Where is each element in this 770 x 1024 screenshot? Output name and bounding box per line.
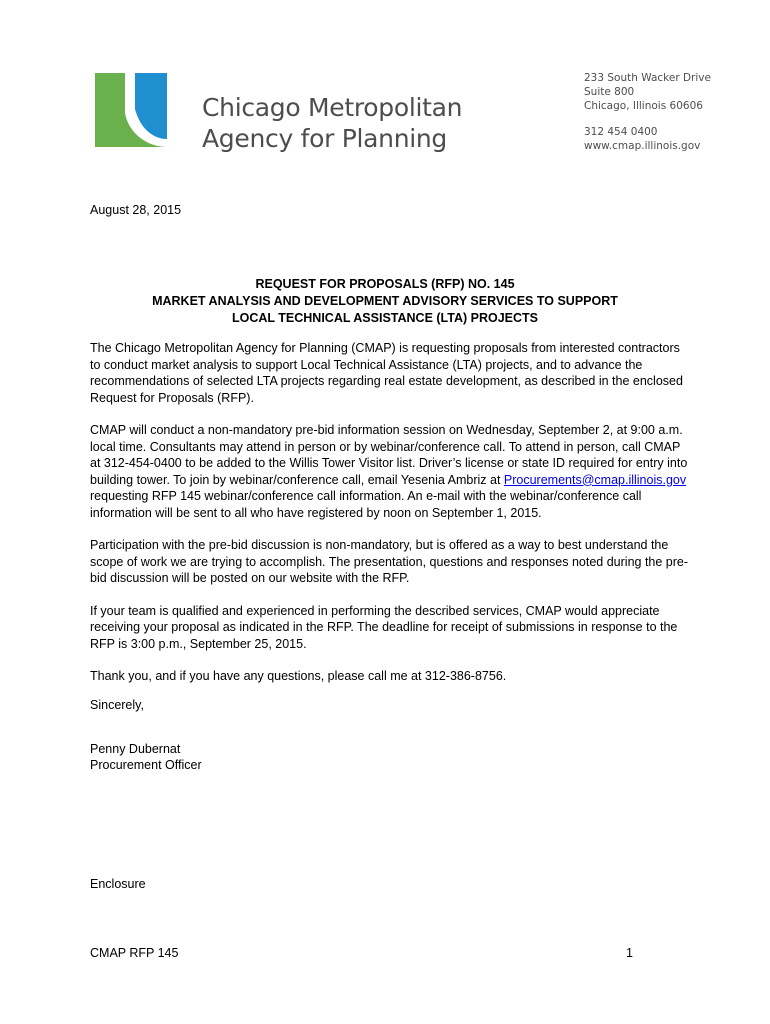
organization-name-line-1: Chicago Metropolitan bbox=[202, 93, 463, 122]
phone-number: 312 454 0400 bbox=[584, 126, 658, 138]
paragraph-intro: The Chicago Metropolitan Agency for Planning (CMAP) is requesting proposals from interested contractors to conduct market analysis to support Local Technical Assistance (LTA) projects, and to advance the recommendations of selected LTA projects regarding real estate development, as described in the enclosed Request for Proposals (RFP). bbox=[90, 341, 683, 405]
signer-name: Penny Dubernat bbox=[90, 742, 181, 756]
paragraph-participation: Participation with the pre-bid discussion is non-mandatory, but is offered as a way to best understand the scope of work we are trying to accomplish. The presentation, questions and responses noted during the pre-bid discussion will be posted on our website with the RFP. bbox=[90, 538, 689, 585]
paragraph-prebid-text-2: requesting RFP 145 webinar/conference call information. An e-mail with the webinar/conference call information will be sent to all who have registered by noon on September 1, 2015. bbox=[90, 489, 642, 520]
address-city: Chicago, Illinois 60606 bbox=[584, 100, 703, 112]
paragraph-prebid-session bbox=[90, 422, 690, 521]
cmap-logo-mark bbox=[95, 73, 167, 147]
closing-salutation: Sincerely, bbox=[90, 698, 144, 712]
paragraph-prebid-text-1: CMAP will conduct a non-mandatory pre-bid information session on Wednesday, September 2, at 9:00 a.m. local time. Consultants may attend in person or by webinar/conference call. To attend in person, call CMAP at 312-454-0400 to be added to the Willis Tower Visitor list. Driver’s license or state ID required for entry into building tower. To join by webinar/conference call, email Yesenia Ambriz at bbox=[90, 423, 688, 487]
rfp-title-line-1: REQUEST FOR PROPOSALS (RFP) NO. 145 bbox=[255, 277, 515, 291]
address-street: 233 South Wacker Drive bbox=[584, 72, 711, 84]
footer-page-number: 1 bbox=[626, 946, 633, 960]
organization-name bbox=[202, 92, 462, 154]
letter-date: August 28, 2015 bbox=[90, 203, 182, 217]
website-link[interactable]: www.cmap.illinois.gov bbox=[584, 140, 701, 152]
enclosure-note: Enclosure bbox=[90, 877, 146, 891]
rfp-title-line-3: LOCAL TECHNICAL ASSISTANCE (LTA) PROJECTS bbox=[231, 311, 539, 325]
footer-document-id: CMAP RFP 145 bbox=[90, 946, 179, 960]
procurement-email-link[interactable]: Procurements@cmap.illinois.gov bbox=[503, 472, 687, 487]
letterhead-address bbox=[584, 71, 711, 153]
letter-body bbox=[90, 340, 690, 701]
paragraph-thank-you: Thank you, and if you have any questions, please call me at 312-386-8756. bbox=[90, 669, 507, 683]
rfp-title-line-2: MARKET ANALYSIS AND DEVELOPMENT ADVISORY SERVICES TO SUPPORT bbox=[152, 294, 618, 308]
rfp-title bbox=[90, 276, 680, 327]
paragraph-deadline: If your team is qualified and experienced in performing the described services, CMAP would appreciate receiving your proposal as indicated in the RFP. The deadline for receipt of submissions in response to the RFP is 3:00 p.m., September 25, 2015. bbox=[90, 603, 678, 651]
signer-title: Procurement Officer bbox=[90, 758, 202, 772]
organization-name-line-2: Agency for Planning bbox=[202, 124, 447, 153]
address-suite: Suite 800 bbox=[584, 86, 635, 98]
